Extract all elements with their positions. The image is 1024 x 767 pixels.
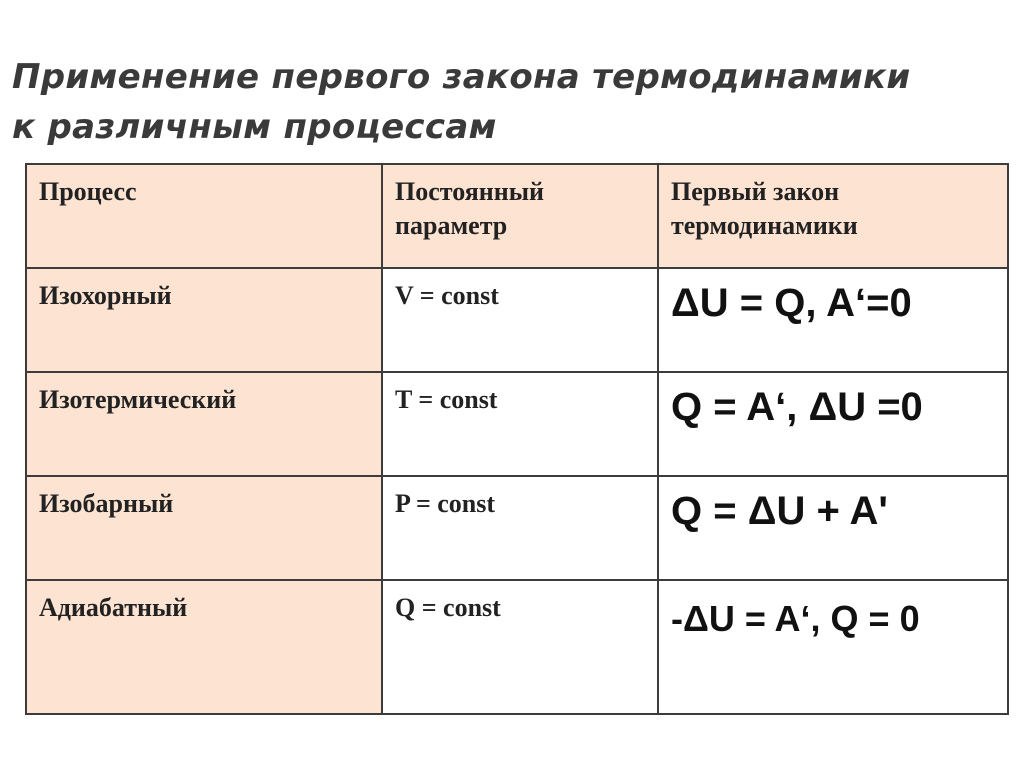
process-cell — [26, 268, 382, 372]
first-law-formula: -ΔU = A‘, Q = 0 — [671, 598, 920, 639]
constant-parameter: T = const — [395, 385, 498, 414]
first-law-formula: Q = A‘, ΔU =0 — [671, 385, 923, 429]
header-cell-process — [26, 164, 382, 268]
constant-parameter: V = const — [395, 281, 499, 310]
table-row — [26, 580, 1008, 714]
header-label-parameter: Постоянный параметр — [395, 177, 545, 240]
parameter-cell — [382, 476, 658, 580]
law-cell — [658, 372, 1008, 476]
parameter-cell — [382, 580, 658, 714]
constant-parameter: Q = const — [395, 593, 501, 622]
parameter-cell — [382, 268, 658, 372]
slide-title-line-2: к различным процессам — [12, 107, 497, 147]
process-name: Изотермический — [39, 385, 237, 414]
table-row — [26, 268, 1008, 372]
thermodynamics-table — [25, 163, 1009, 715]
law-cell — [658, 268, 1008, 372]
slide-title — [12, 52, 1022, 152]
slide-title-line-1: Применение первого закона термодинамики — [12, 57, 911, 97]
constant-parameter: P = const — [395, 489, 496, 518]
process-cell — [26, 580, 382, 714]
parameter-cell — [382, 372, 658, 476]
table-row — [26, 476, 1008, 580]
table-row — [26, 372, 1008, 476]
process-cell — [26, 372, 382, 476]
law-cell — [658, 476, 1008, 580]
process-cell — [26, 476, 382, 580]
header-cell-law — [658, 164, 1008, 268]
table-header-row — [26, 164, 1008, 268]
law-cell — [658, 580, 1008, 714]
header-label-process: Процесс — [39, 177, 137, 206]
first-law-formula: ΔU = Q, A‘=0 — [671, 281, 912, 325]
process-name: Адиабатный — [39, 593, 188, 622]
process-name: Изобарный — [39, 489, 174, 518]
header-cell-parameter — [382, 164, 658, 268]
header-label-law: Первый закон термодинамики — [671, 177, 858, 240]
first-law-formula: Q = ΔU + A' — [671, 489, 888, 533]
process-name: Изохорный — [39, 281, 172, 310]
